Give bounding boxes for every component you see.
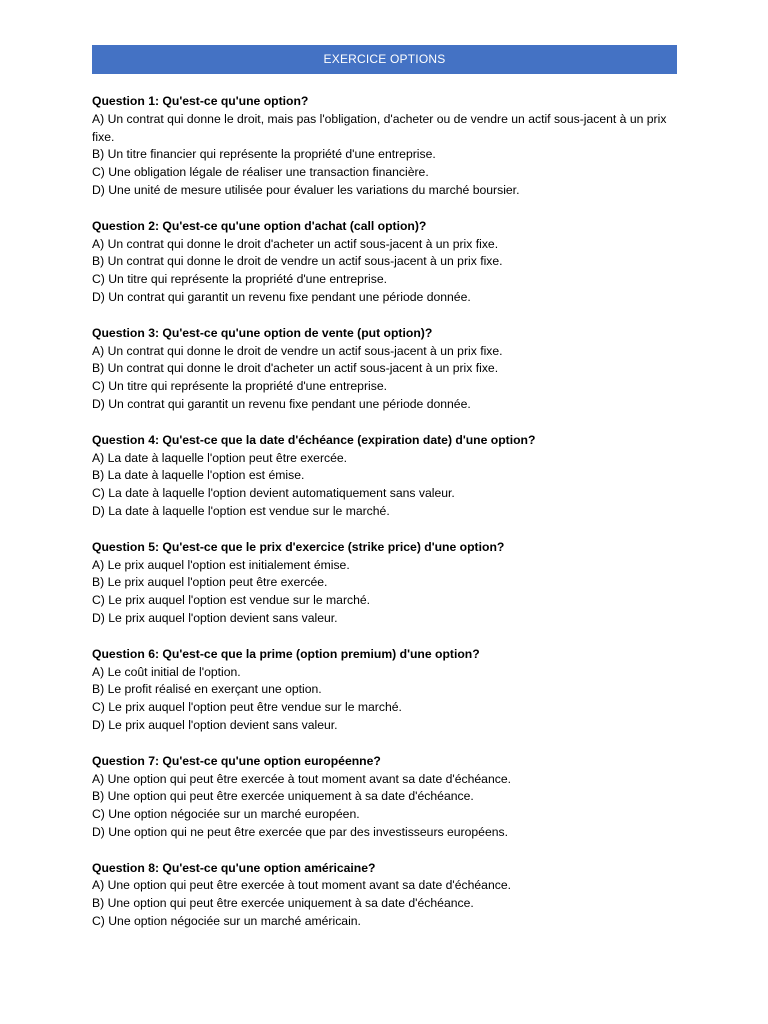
question-6 <box>92 646 677 735</box>
question-title: Question 2: Qu'est-ce qu'une option d'achat (call option)? <box>92 218 427 233</box>
answer-d: D) Une unité de mesure utilisée pour évaluer les variations du marché boursier. <box>92 182 520 197</box>
answer-a: A) Une option qui peut être exercée à tout moment avant sa date d'échéance. <box>92 878 511 893</box>
answer-b: B) La date à laquelle l'option est émise. <box>92 468 305 483</box>
answer-c: C) Le prix auquel l'option est vendue sur le marché. <box>92 593 371 608</box>
question-title: Question 3: Qu'est-ce qu'une option de vente (put option)? <box>92 325 433 340</box>
answer-b: B) Le profit réalisé en exerçant une option. <box>92 682 322 697</box>
answer-a: A) La date à laquelle l'option peut être exercée. <box>92 450 348 465</box>
answer-c: C) Une option négociée sur un marché américain. <box>92 914 361 929</box>
question-8 <box>92 860 677 931</box>
answer-d: D) Le prix auquel l'option devient sans valeur. <box>92 610 338 625</box>
answer-d: D) Un contrat qui garantit un revenu fixe pendant une période donnée. <box>92 289 471 304</box>
answer-b: B) Une option qui peut être exercée uniquement à sa date d'échéance. <box>92 896 474 911</box>
answer-b: B) Un contrat qui donne le droit d'acheter un actif sous-jacent à un prix fixe. <box>92 361 499 376</box>
question-7 <box>92 753 677 842</box>
question-title: Question 4: Qu'est-ce que la date d'échéance (expiration date) d'une option? <box>92 432 536 447</box>
question-title: Question 5: Qu'est-ce que le prix d'exercice (strike price) d'une option? <box>92 539 505 554</box>
question-5 <box>92 539 677 628</box>
question-title: Question 8: Qu'est-ce qu'une option américaine? <box>92 860 376 875</box>
answer-c: C) La date à laquelle l'option devient automatiquement sans valeur. <box>92 486 455 501</box>
question-title: Question 6: Qu'est-ce que la prime (option premium) d'une option? <box>92 646 480 661</box>
questions-list <box>92 93 677 949</box>
question-4 <box>92 432 677 521</box>
answer-b: B) Le prix auquel l'option peut être exercée. <box>92 575 328 590</box>
answer-c: C) Un titre qui représente la propriété d'une entreprise. <box>92 272 387 287</box>
answer-a: A) Un contrat qui donne le droit d'acheter un actif sous-jacent à un prix fixe. <box>92 236 499 251</box>
answer-c: C) Un titre qui représente la propriété d'une entreprise. <box>92 379 387 394</box>
document-title: EXERCICE OPTIONS <box>92 45 677 74</box>
answer-a: A) Le coût initial de l'option. <box>92 664 241 679</box>
answer-a: A) Une option qui peut être exercée à tout moment avant sa date d'échéance. <box>92 771 511 786</box>
answer-d: D) Une option qui ne peut être exercée que par des investisseurs européens. <box>92 824 508 839</box>
answer-b: B) Un contrat qui donne le droit de vendre un actif sous-jacent à un prix fixe. <box>92 254 503 269</box>
answer-c: C) Une option négociée sur un marché européen. <box>92 807 360 822</box>
answer-c: C) Une obligation légale de réaliser une transaction financière. <box>92 165 429 180</box>
question-title: Question 1: Qu'est-ce qu'une option? <box>92 94 309 108</box>
answer-a: A) Un contrat qui donne le droit de vendre un actif sous-jacent à un prix fixe. <box>92 343 503 358</box>
question-1 <box>92 93 677 200</box>
answer-b: B) Une option qui peut être exercée uniquement à sa date d'échéance. <box>92 789 474 804</box>
answer-c: C) Le prix auquel l'option peut être vendue sur le marché. <box>92 700 402 715</box>
answer-d: D) Un contrat qui garantit un revenu fixe pendant une période donnée. <box>92 396 471 411</box>
question-2 <box>92 218 677 307</box>
question-title: Question 7: Qu'est-ce qu'une option européenne? <box>92 753 381 768</box>
question-3 <box>92 325 677 414</box>
answer-a: A) Un contrat qui donne le droit, mais pas l'obligation, d'acheter ou de vendre un actif sous-jacent à un prix fixe. <box>92 111 667 144</box>
answer-d: D) La date à laquelle l'option est vendue sur le marché. <box>92 503 390 518</box>
answer-d: D) Le prix auquel l'option devient sans valeur. <box>92 717 338 732</box>
answer-a: A) Le prix auquel l'option est initialement émise. <box>92 557 350 572</box>
answer-b: B) Un titre financier qui représente la propriété d'une entreprise. <box>92 147 436 162</box>
